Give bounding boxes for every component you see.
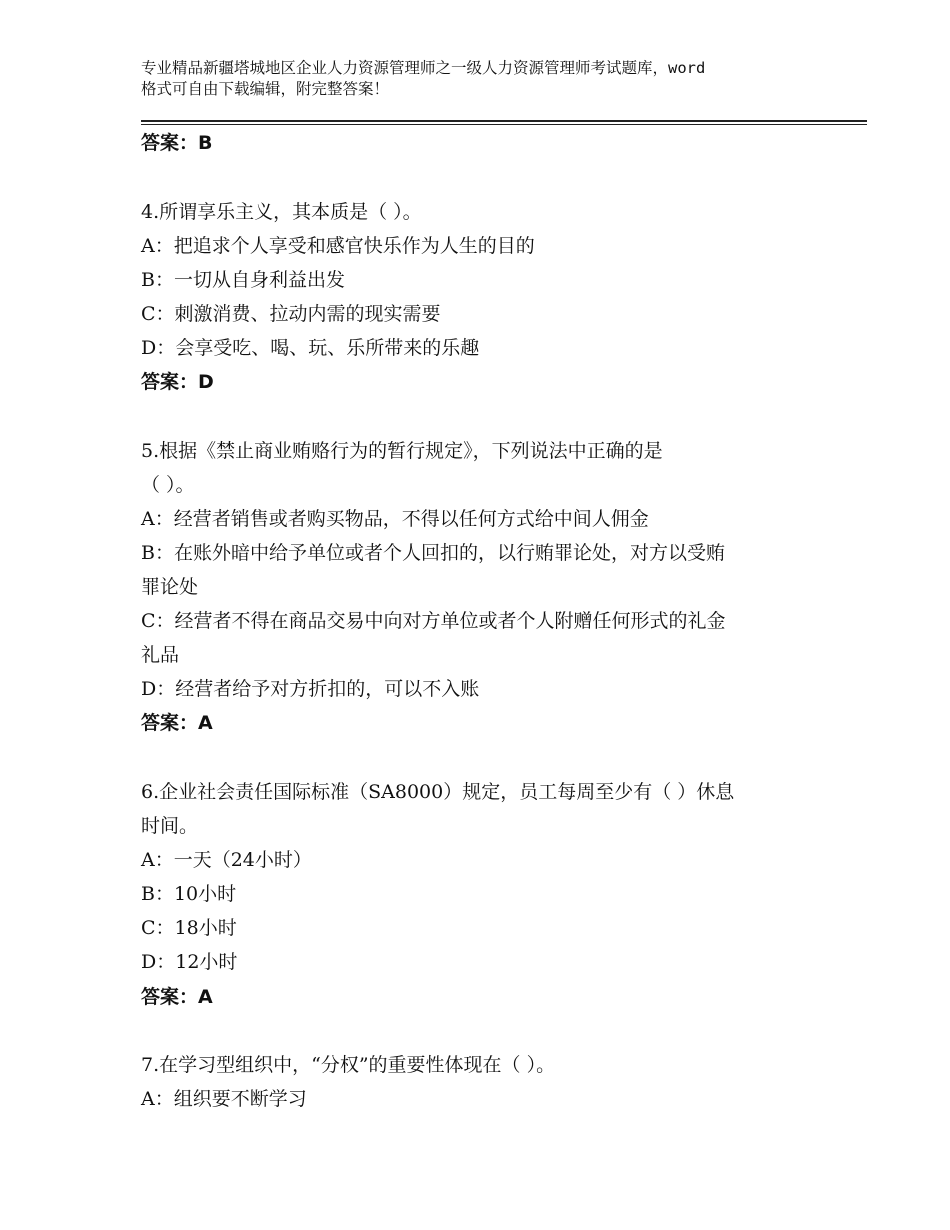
answer-line: 答案：B bbox=[141, 132, 213, 154]
question-4-option-d: D：会享受吃、喝、玩、乐所带来的乐趣 bbox=[141, 337, 480, 359]
question-5-option-c: 礼品 bbox=[141, 644, 180, 666]
question-5-option-b: B：在账外暗中给予单位或者个人回扣的，以行贿罪论处，对方以受贿 bbox=[141, 542, 725, 564]
question-5-option-b: 罪论处 bbox=[141, 576, 199, 598]
header-line: 专业精品新疆塔城地区企业人力资源管理师之一级人力资源管理师考试题库，word bbox=[141, 59, 706, 77]
question-5-answer: 答案：A bbox=[141, 712, 213, 734]
question-4-answer: 答案：D bbox=[141, 371, 214, 393]
question-5-stem: （ ）。 bbox=[141, 474, 195, 496]
question-7-option-a: A：组织要不断学习 bbox=[141, 1088, 307, 1110]
header-line: 格式可自由下载编辑，附完整答案！ bbox=[141, 80, 390, 98]
question-5-option-a: A：经营者销售或者购买物品，不得以任何方式给中间人佣金 bbox=[141, 508, 649, 530]
question-4-option-a: A：把追求个人享受和感官快乐作为人生的目的 bbox=[141, 235, 535, 257]
question-6-answer: 答案：A bbox=[141, 986, 213, 1008]
question-7-stem: 7.在学习型组织中，“分权”的重要性体现在（ ）。 bbox=[141, 1054, 556, 1076]
header-divider bbox=[141, 120, 867, 122]
question-5-stem: 5.根据《禁止商业贿赂行为的暂行规定》，下列说法中正确的是 bbox=[141, 440, 663, 462]
document-header bbox=[141, 58, 831, 100]
question-5-option-c: C：经营者不得在商品交易中向对方单位或者个人附赠任何形式的礼金 bbox=[141, 610, 726, 632]
question-6-stem: 6.企业社会责任国际标准（SA8000）规定，员工每周至少有（ ）休息 bbox=[141, 781, 735, 803]
question-4-option-c: C：刺激消费、拉动内需的现实需要 bbox=[141, 303, 441, 325]
question-6-stem: 时间。 bbox=[141, 815, 199, 837]
question-6-option-c: C：18小时 bbox=[141, 917, 237, 939]
question-5-option-d: D：经营者给予对方折扣的，可以不入账 bbox=[141, 678, 480, 700]
header-divider bbox=[141, 124, 867, 125]
question-4-stem: 4.所谓享乐主义，其本质是（ ）。 bbox=[141, 201, 422, 223]
question-6-option-d: D：12小时 bbox=[141, 951, 238, 973]
question-6-option-b: B：10小时 bbox=[141, 883, 237, 905]
question-4-option-b: B：一切从自身利益出发 bbox=[141, 269, 345, 291]
question-6-option-a: A：一天（24小时） bbox=[141, 849, 312, 871]
